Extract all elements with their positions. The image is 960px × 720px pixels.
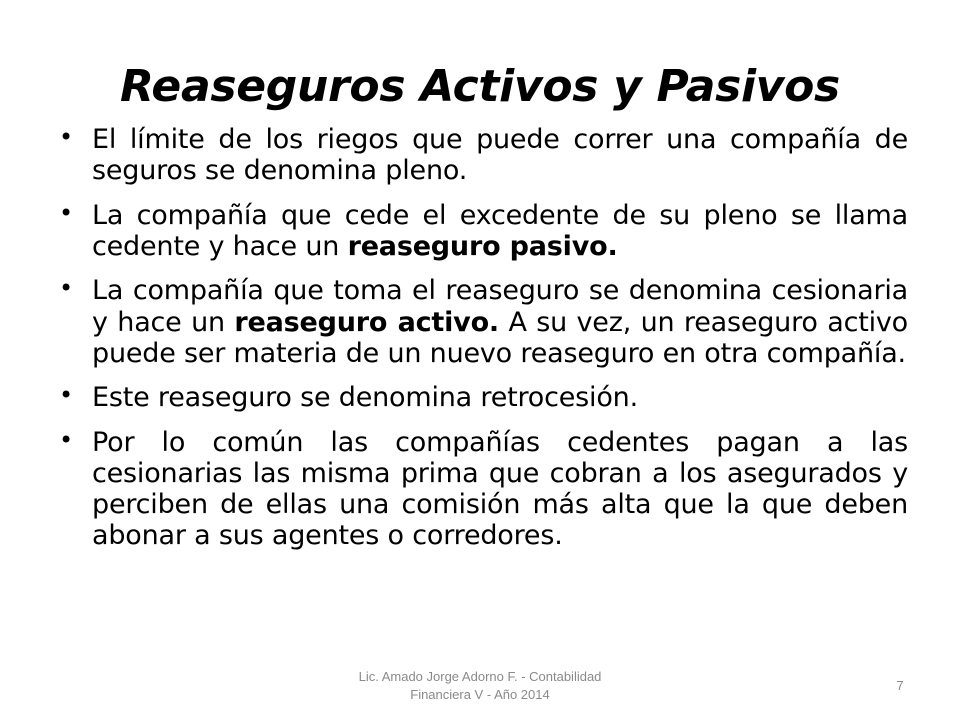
bullet-icon: • bbox=[59, 123, 73, 151]
bullet-item bbox=[56, 275, 908, 369]
bullet-text: La compañía que cede el excedente de su pleno se llama cedente y hace un bbox=[92, 199, 908, 262]
bullet-icon: • bbox=[59, 381, 73, 410]
bullet-text: Este reaseguro se denomina retrocesión. bbox=[92, 382, 638, 414]
footer-text bbox=[320, 668, 640, 704]
bullet-item bbox=[56, 427, 908, 552]
bullet-text: Por lo común las compañías cedentes pagan a las cesionarias las misma prima que cobran a los asegurados y perciben de ellas una comisión más alta que la que deben abonar a sus agentes o corredores. bbox=[92, 426, 908, 552]
bullet-list bbox=[56, 124, 908, 565]
bullet-icon: • bbox=[59, 198, 73, 227]
bold-term: reaseguro pasivo. bbox=[347, 230, 618, 262]
bullet-icon: • bbox=[59, 274, 73, 303]
bullet-text: La compañía que toma el reaseguro se denomina cesionaria y hace un bbox=[92, 275, 908, 338]
bullet-text: El límite de los riegos que puede correr una compañía de seguros se denomina pleno. bbox=[92, 124, 908, 187]
bullet-text: A su vez, un reaseguro activo puede ser materia de un nuevo reaseguro en otra compañía. bbox=[92, 306, 908, 369]
bullet-item bbox=[56, 124, 908, 187]
footer-line: Financiera V - Año 2014 bbox=[410, 687, 550, 703]
bullet-icon: • bbox=[59, 425, 73, 454]
footer-line: Lic. Amado Jorge Adorno F. - Contabilidad bbox=[358, 669, 602, 684]
bold-term: reaseguro activo. bbox=[234, 306, 499, 338]
bullet-item bbox=[56, 382, 908, 413]
page-number: 7 bbox=[896, 678, 904, 693]
slide-title: Reaseguros Activos y Pasivos bbox=[120, 61, 840, 112]
bullet-item bbox=[56, 200, 908, 263]
